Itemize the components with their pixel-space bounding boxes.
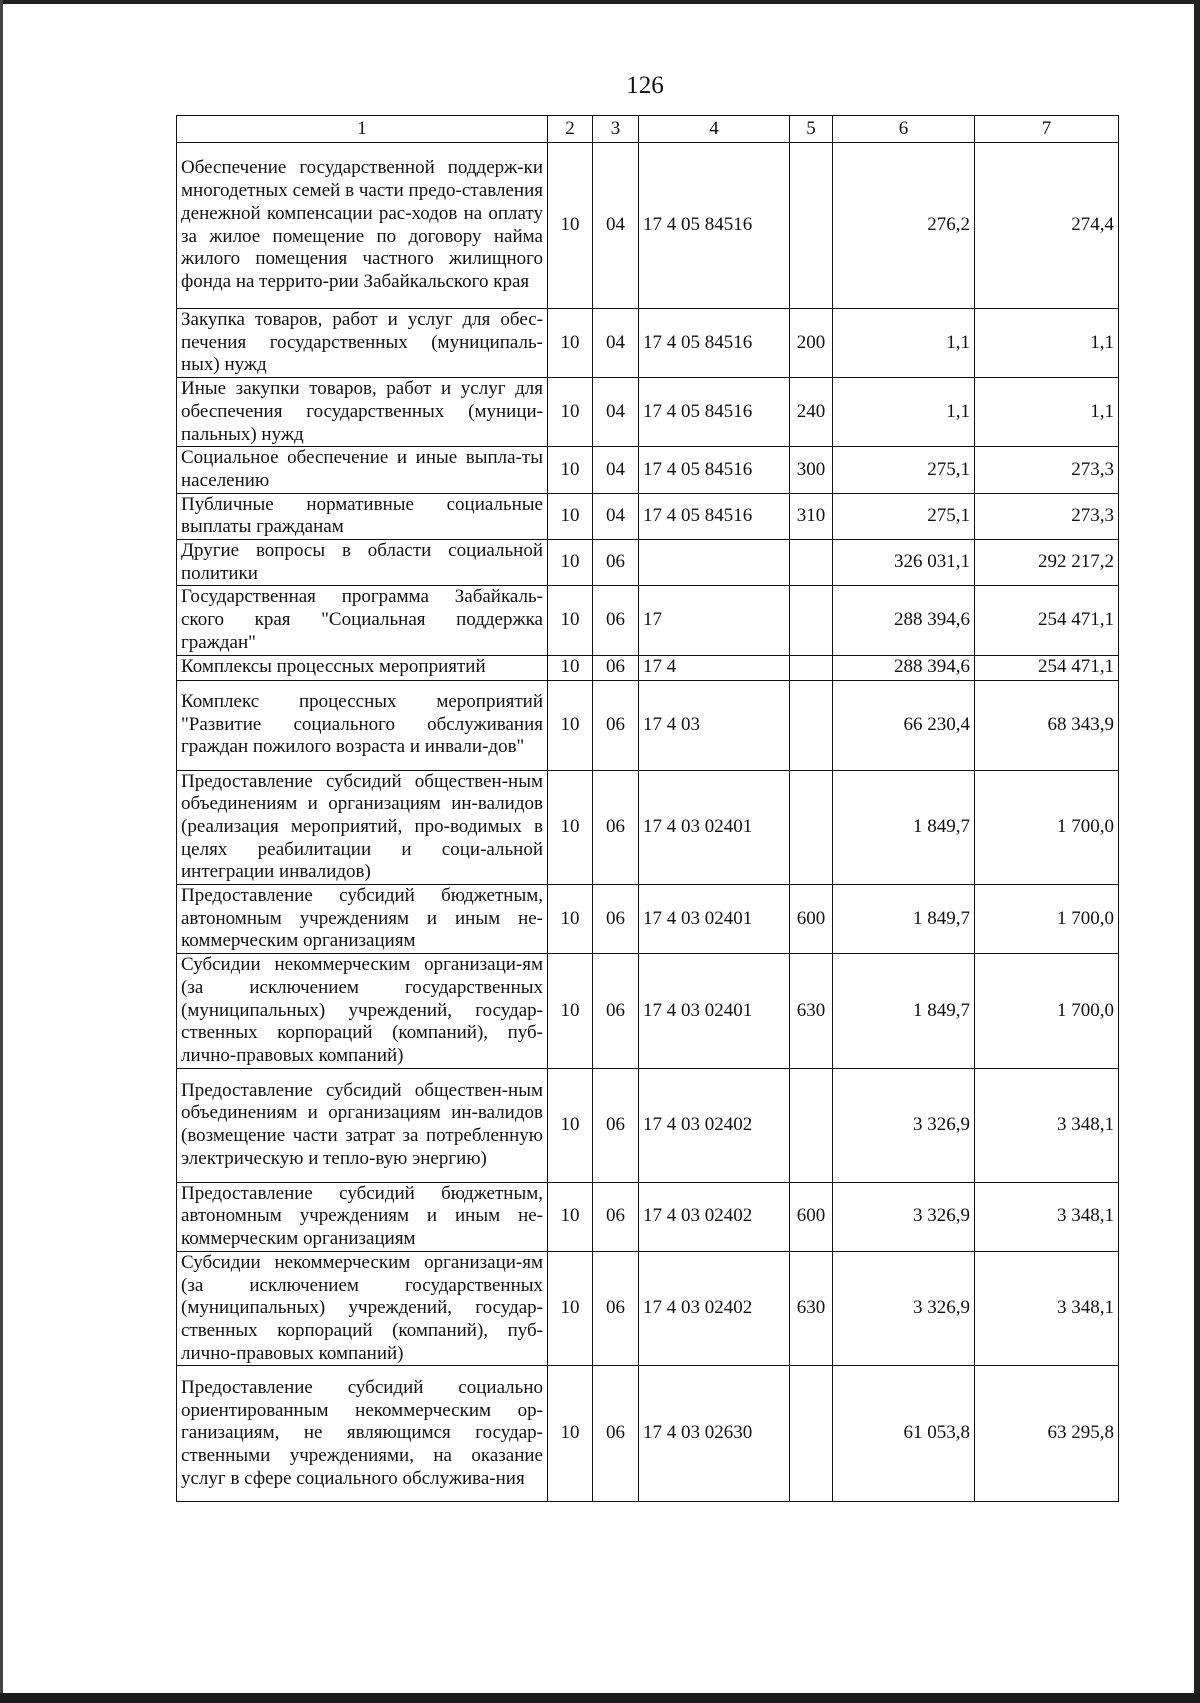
row-subsection-cell: 04 <box>593 447 639 493</box>
header-cell-4: 4 <box>639 116 790 143</box>
table-row <box>177 680 1119 770</box>
row-name-cell: Государственная программа Забайкаль-ского края "Социальная поддержка граждан" <box>177 586 548 655</box>
scan-edge-right <box>1194 0 1200 1703</box>
row-amount-col6-cell: 66 230,4 <box>833 680 975 770</box>
row-name-cell: Предоставление субсидий социально ориентированным некоммерческим ор-ганизациям, не являющимся государ-ственными учреждениями, на оказание услуг в сфере социального обслужива-ния <box>177 1366 548 1502</box>
row-amount-col6-cell: 1 849,7 <box>833 954 975 1069</box>
scan-edge-top <box>0 0 1200 4</box>
row-target-code-cell: 17 4 03 02402 <box>639 1251 790 1366</box>
row-name-cell: Предоставление субсидий обществен-ным объединениям и организациям ин-валидов (возмещение части затрат за потребленную электрическую и тепло-вую энергию) <box>177 1068 548 1182</box>
row-section-cell: 10 <box>548 655 593 680</box>
row-expense-type-cell: 300 <box>790 447 833 493</box>
row-name-cell: Предоставление субсидий бюджетным, автономным учреждениям и иным не-коммерческим организациям <box>177 885 548 954</box>
row-name-cell: Другие вопросы в области социальной политики <box>177 540 548 586</box>
row-section-cell: 10 <box>548 954 593 1069</box>
header-cell-5: 5 <box>790 116 833 143</box>
row-expense-type-cell: 200 <box>790 309 833 378</box>
row-amount-col6-cell: 275,1 <box>833 493 975 539</box>
row-target-code-cell: 17 4 05 84516 <box>639 378 790 447</box>
row-name-cell: Предоставление субсидий обществен-ным объединениям и организациям ин-валидов (реализация мероприятий, про-водимых в целях реабилитации и соци-альной интеграции инвалидов) <box>177 770 548 885</box>
scan-edge-bottom <box>0 1693 1200 1703</box>
row-amount-col6-cell: 275,1 <box>833 447 975 493</box>
row-expense-type-cell: 630 <box>790 954 833 1069</box>
row-amount-col7-cell: 254 471,1 <box>975 586 1119 655</box>
table-row <box>177 586 1119 655</box>
row-section-cell: 10 <box>548 540 593 586</box>
row-amount-col7-cell: 254 471,1 <box>975 655 1119 680</box>
row-amount-col7-cell: 273,3 <box>975 493 1119 539</box>
row-section-cell: 10 <box>548 447 593 493</box>
row-target-code-cell: 17 4 03 02402 <box>639 1068 790 1182</box>
row-section-cell: 10 <box>548 1366 593 1502</box>
row-subsection-cell: 06 <box>593 954 639 1069</box>
row-amount-col7-cell: 68 343,9 <box>975 680 1119 770</box>
row-target-code-cell: 17 <box>639 586 790 655</box>
row-amount-col7-cell: 1,1 <box>975 309 1119 378</box>
row-amount-col6-cell: 288 394,6 <box>833 586 975 655</box>
row-amount-col6-cell: 1,1 <box>833 309 975 378</box>
row-name-cell: Субсидии некоммерческим организаци-ям (за исключением государственных (муниципальных) учреждений, государ-ственных корпораций (компаний), пуб-лично-правовых компаний) <box>177 954 548 1069</box>
row-section-cell: 10 <box>548 770 593 885</box>
row-section-cell: 10 <box>548 1251 593 1366</box>
row-subsection-cell: 04 <box>593 493 639 539</box>
table-row <box>177 885 1119 954</box>
row-name-cell: Предоставление субсидий бюджетным, автономным учреждениям и иным не-коммерческим организациям <box>177 1182 548 1251</box>
table-row <box>177 655 1119 680</box>
row-expense-type-cell <box>790 770 833 885</box>
row-name-cell: Комплексы процессных мероприятий <box>177 655 548 680</box>
page-number: 126 <box>626 72 664 99</box>
row-amount-col7-cell: 1 700,0 <box>975 885 1119 954</box>
row-expense-type-cell: 310 <box>790 493 833 539</box>
row-section-cell: 10 <box>548 680 593 770</box>
row-section-cell: 10 <box>548 1182 593 1251</box>
row-target-code-cell: 17 4 05 84516 <box>639 143 790 309</box>
row-amount-col7-cell: 1 700,0 <box>975 770 1119 885</box>
header-cell-2: 2 <box>548 116 593 143</box>
table-row <box>177 1251 1119 1366</box>
row-target-code-cell: 17 4 03 02630 <box>639 1366 790 1502</box>
table-row <box>177 493 1119 539</box>
row-expense-type-cell: 600 <box>790 1182 833 1251</box>
row-name-cell: Социальное обеспечение и иные выпла-ты населению <box>177 447 548 493</box>
row-amount-col7-cell: 3 348,1 <box>975 1182 1119 1251</box>
row-amount-col6-cell: 3 326,9 <box>833 1251 975 1366</box>
header-cell-3: 3 <box>593 116 639 143</box>
row-subsection-cell: 06 <box>593 1251 639 1366</box>
table-row <box>177 954 1119 1069</box>
row-name-cell: Комплекс процессных мероприятий "Развитие социального обслуживания граждан пожилого возраста и инвали-дов" <box>177 680 548 770</box>
row-subsection-cell: 06 <box>593 540 639 586</box>
row-amount-col6-cell: 288 394,6 <box>833 655 975 680</box>
row-section-cell: 10 <box>548 885 593 954</box>
row-amount-col7-cell: 1 700,0 <box>975 954 1119 1069</box>
row-name-cell: Иные закупки товаров, работ и услуг для обеспечения государственных (муници-пальных) нужд <box>177 378 548 447</box>
table-row <box>177 447 1119 493</box>
scan-edge-left <box>0 0 3 1703</box>
row-amount-col7-cell: 1,1 <box>975 378 1119 447</box>
row-subsection-cell: 04 <box>593 378 639 447</box>
row-amount-col7-cell: 274,4 <box>975 143 1119 309</box>
row-subsection-cell: 06 <box>593 655 639 680</box>
row-subsection-cell: 04 <box>593 309 639 378</box>
row-amount-col7-cell: 292 217,2 <box>975 540 1119 586</box>
row-name-cell: Субсидии некоммерческим организаци-ям (за исключением государственных (муниципальных) учреждений, государ-ственных корпораций (компаний), пуб-лично-правовых компаний) <box>177 1251 548 1366</box>
row-target-code-cell: 17 4 05 84516 <box>639 309 790 378</box>
row-section-cell: 10 <box>548 309 593 378</box>
row-amount-col6-cell: 61 053,8 <box>833 1366 975 1502</box>
table-row <box>177 1068 1119 1182</box>
row-amount-col7-cell: 3 348,1 <box>975 1068 1119 1182</box>
row-subsection-cell: 06 <box>593 680 639 770</box>
row-target-code-cell <box>639 540 790 586</box>
table-row <box>177 540 1119 586</box>
row-target-code-cell: 17 4 03 <box>639 680 790 770</box>
row-expense-type-cell <box>790 655 833 680</box>
table-row <box>177 378 1119 447</box>
table-row <box>177 770 1119 885</box>
row-amount-col6-cell: 276,2 <box>833 143 975 309</box>
row-subsection-cell: 06 <box>593 770 639 885</box>
row-target-code-cell: 17 4 05 84516 <box>639 447 790 493</box>
row-expense-type-cell <box>790 1068 833 1182</box>
row-section-cell: 10 <box>548 586 593 655</box>
row-subsection-cell: 06 <box>593 885 639 954</box>
row-amount-col6-cell: 3 326,9 <box>833 1182 975 1251</box>
row-name-cell: Обеспечение государственной поддерж-ки многодетных семей в части предо-ставления денежной компенсации рас-ходов на оплату за жилое помещение по договору найма жилого помещения частного жилищного фонда на террито-рии Забайкальского края <box>177 143 548 309</box>
header-cell-6: 6 <box>833 116 975 143</box>
row-subsection-cell: 06 <box>593 1366 639 1502</box>
header-cell-1: 1 <box>177 116 548 143</box>
table-row <box>177 309 1119 378</box>
row-expense-type-cell <box>790 143 833 309</box>
header-row <box>177 116 1119 143</box>
row-expense-type-cell <box>790 680 833 770</box>
header-cell-7: 7 <box>975 116 1119 143</box>
row-amount-col6-cell: 1,1 <box>833 378 975 447</box>
row-section-cell: 10 <box>548 1068 593 1182</box>
row-expense-type-cell: 630 <box>790 1251 833 1366</box>
row-amount-col6-cell: 3 326,9 <box>833 1068 975 1182</box>
row-target-code-cell: 17 4 03 02401 <box>639 885 790 954</box>
row-section-cell: 10 <box>548 143 593 309</box>
row-name-cell: Закупка товаров, работ и услуг для обес-печения государственных (муниципаль-ных) нужд <box>177 309 548 378</box>
row-subsection-cell: 06 <box>593 1068 639 1182</box>
row-expense-type-cell <box>790 1366 833 1502</box>
row-subsection-cell: 06 <box>593 586 639 655</box>
row-section-cell: 10 <box>548 493 593 539</box>
row-target-code-cell: 17 4 <box>639 655 790 680</box>
row-amount-col7-cell: 63 295,8 <box>975 1366 1119 1502</box>
row-name-cell: Публичные нормативные социальные выплаты гражданам <box>177 493 548 539</box>
row-amount-col6-cell: 1 849,7 <box>833 770 975 885</box>
row-target-code-cell: 17 4 03 02402 <box>639 1182 790 1251</box>
budget-table <box>176 115 1119 1502</box>
row-section-cell: 10 <box>548 378 593 447</box>
row-amount-col7-cell: 273,3 <box>975 447 1119 493</box>
row-expense-type-cell: 600 <box>790 885 833 954</box>
table-row <box>177 1182 1119 1251</box>
row-expense-type-cell <box>790 540 833 586</box>
row-subsection-cell: 06 <box>593 1182 639 1251</box>
row-amount-col6-cell: 326 031,1 <box>833 540 975 586</box>
table-row <box>177 143 1119 309</box>
row-target-code-cell: 17 4 03 02401 <box>639 770 790 885</box>
row-expense-type-cell <box>790 586 833 655</box>
row-expense-type-cell: 240 <box>790 378 833 447</box>
row-target-code-cell: 17 4 05 84516 <box>639 493 790 539</box>
row-amount-col7-cell: 3 348,1 <box>975 1251 1119 1366</box>
row-subsection-cell: 04 <box>593 143 639 309</box>
row-amount-col6-cell: 1 849,7 <box>833 885 975 954</box>
table-row <box>177 1366 1119 1502</box>
table-body <box>177 143 1119 1502</box>
row-target-code-cell: 17 4 03 02401 <box>639 954 790 1069</box>
